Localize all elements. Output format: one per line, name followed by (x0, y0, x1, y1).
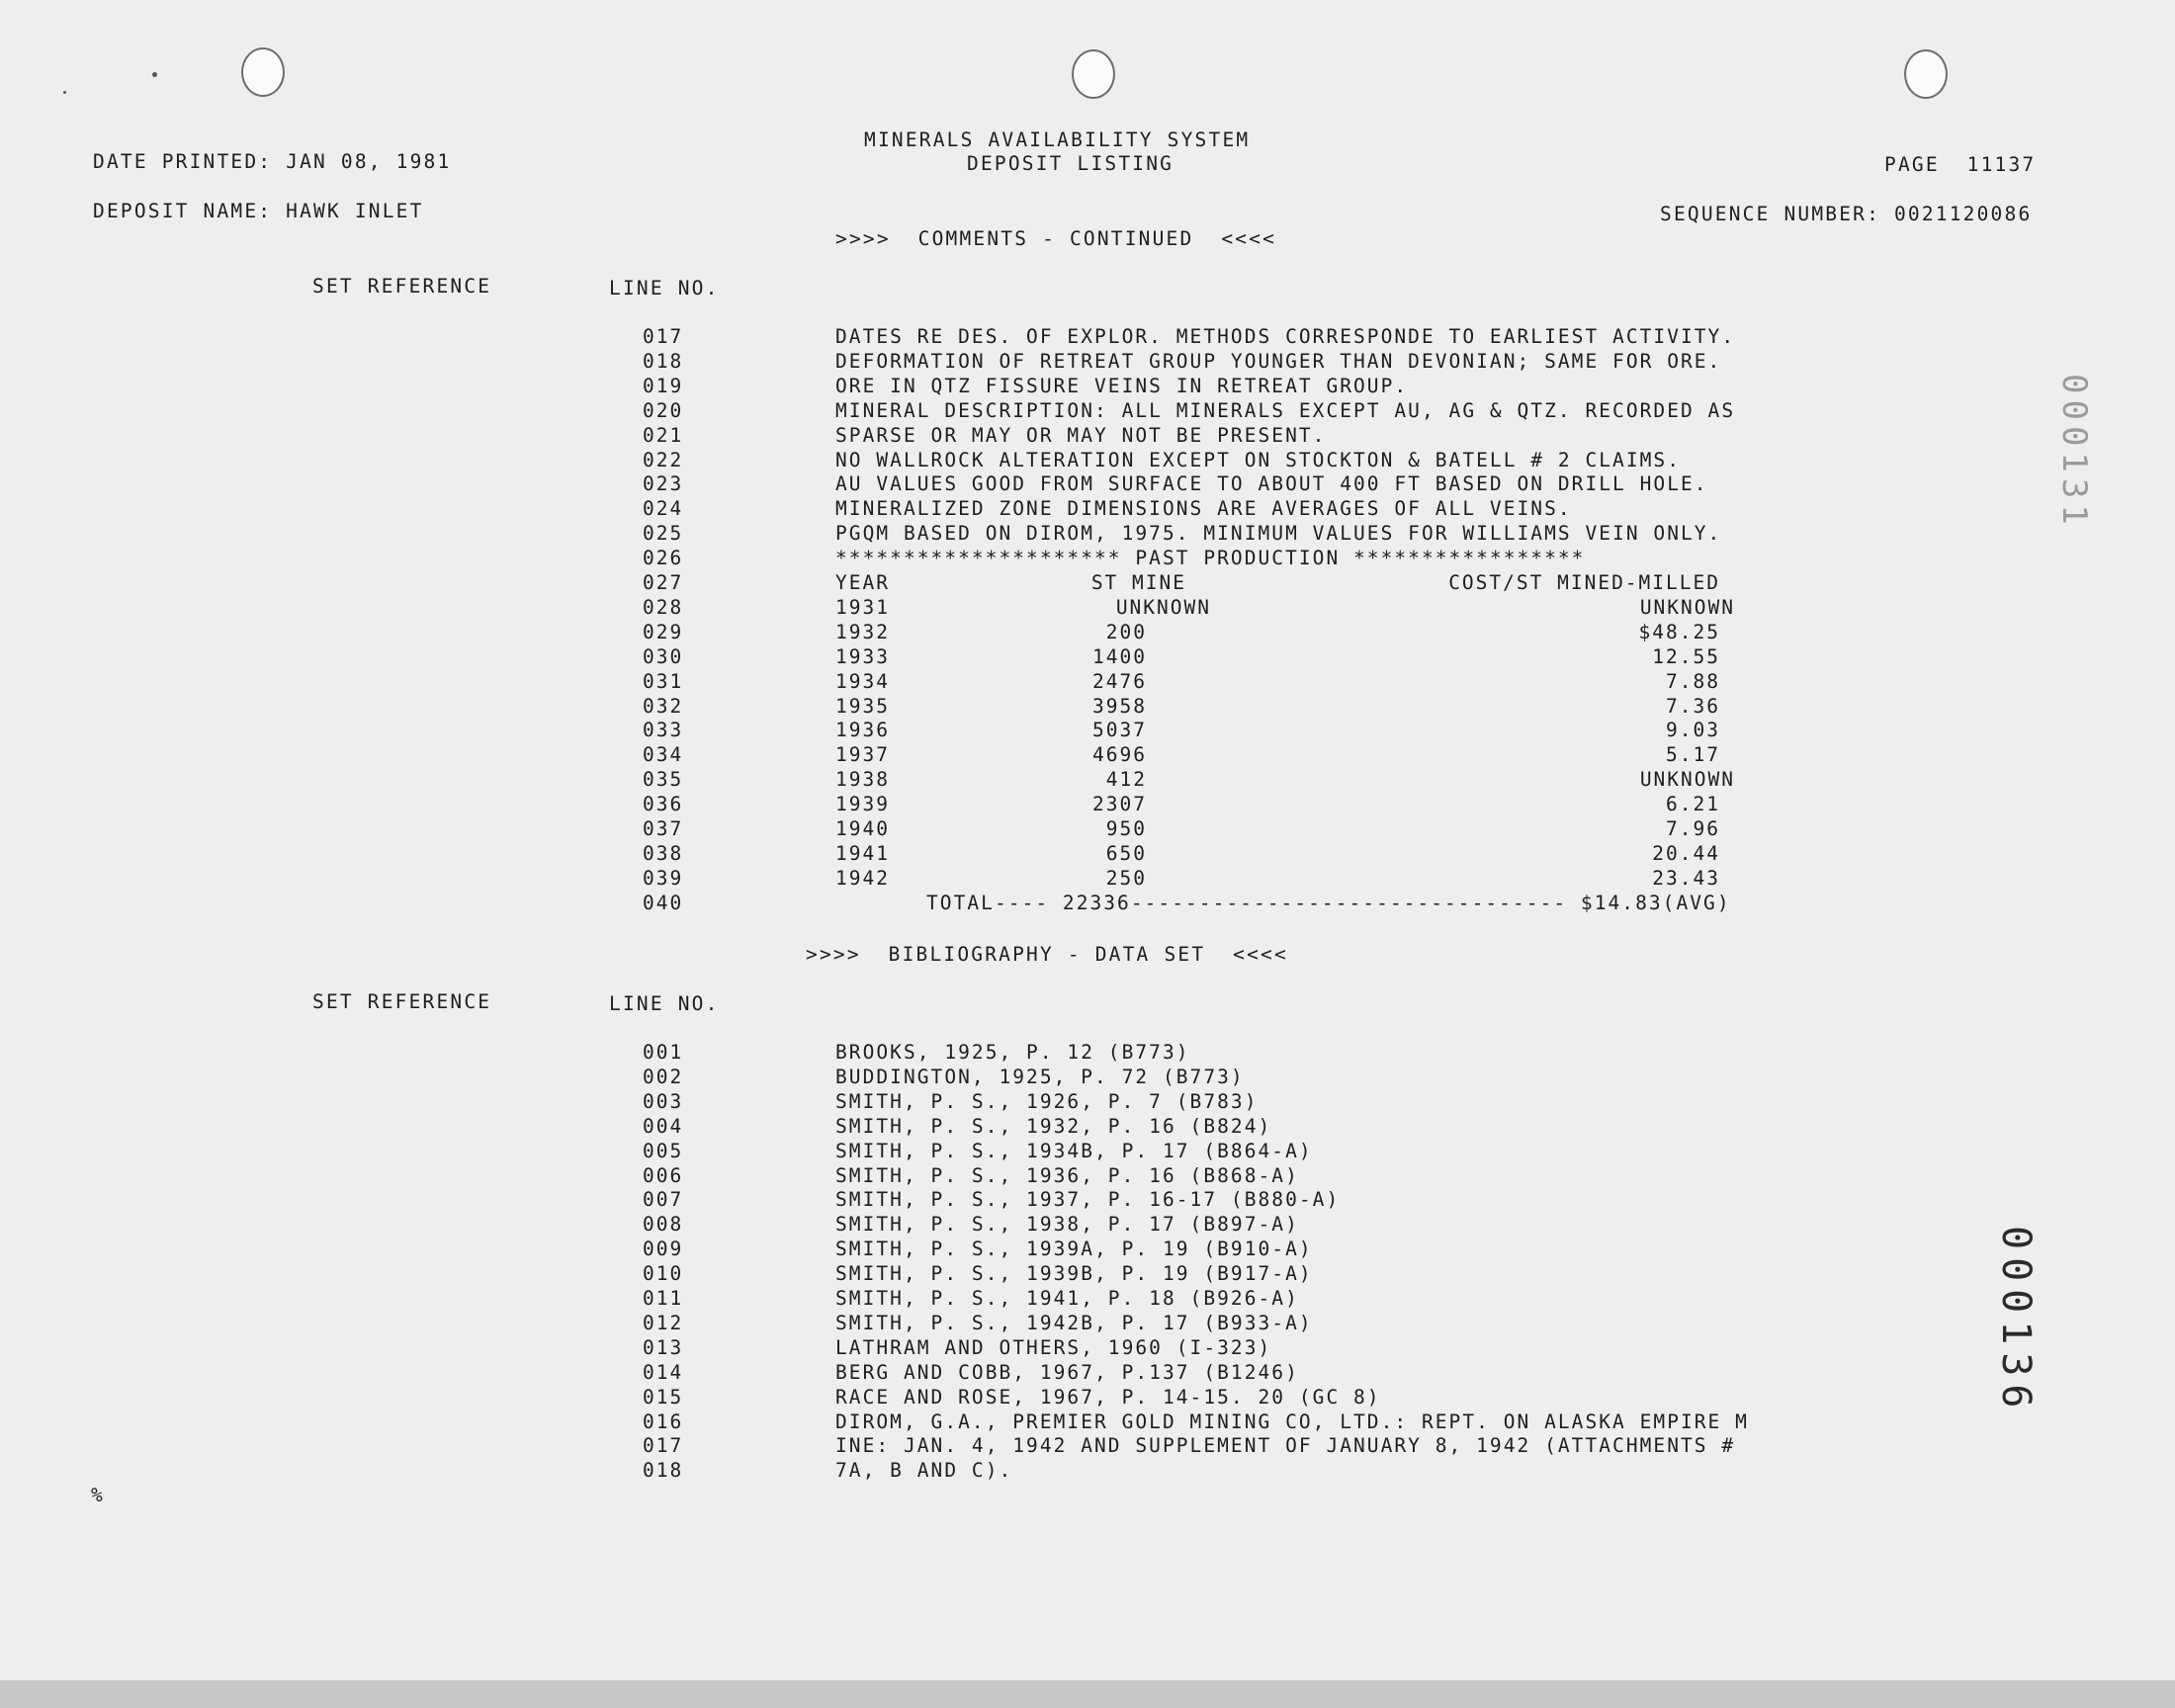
production-total: TOTAL---- 22336-------------------------------- $14.83(AVG) (926, 892, 1731, 914)
line-number: 018 (643, 350, 684, 373)
line-number: 039 (643, 867, 684, 890)
comment-text: MINERAL DESCRIPTION: ALL MINERALS EXCEPT AU, AG & QTZ. RECORDED AS (835, 399, 1736, 422)
comment-text: ********************* PAST PRODUCTION ***************** (835, 547, 1586, 569)
bibliography-entry: SMITH, P. S., 1939B, P. 19 (B917-A) (835, 1262, 1313, 1285)
line-number: 028 (643, 596, 684, 619)
footer-mark: % (91, 1484, 105, 1506)
production-year: 1938 (835, 768, 890, 791)
line-number: 024 (643, 497, 684, 520)
bibliography-entry: BROOKS, 1925, P. 12 (B773) (835, 1041, 1190, 1064)
production-tons: 4696 (1092, 743, 1147, 766)
production-tons: 950 (1105, 817, 1147, 840)
line-number: 007 (643, 1188, 684, 1211)
line-number: 006 (643, 1164, 684, 1187)
line-no-label: LINE NO. (609, 992, 720, 1015)
line-number: 032 (643, 695, 684, 718)
line-number: 017 (643, 325, 684, 348)
line-number: 005 (643, 1140, 684, 1162)
scan-bottom-edge (0, 1680, 2175, 1708)
line-number: 011 (643, 1287, 684, 1310)
production-cost: 7.36 (1666, 695, 1720, 718)
bibliography-entry: SMITH, P. S., 1934B, P. 17 (B864-A) (835, 1140, 1313, 1162)
bibliography-entry: INE: JAN. 4, 1942 AND SUPPLEMENT OF JANUARY 8, 1942 (ATTACHMENTS # (835, 1434, 1736, 1457)
production-cost: 6.21 (1666, 793, 1720, 815)
listing-title: DEPOSIT LISTING (967, 152, 1174, 175)
comment-text: AU VALUES GOOD FROM SURFACE TO ABOUT 400 FT BASED ON DRILL HOLE. (835, 472, 1708, 495)
line-number: 012 (643, 1312, 684, 1334)
production-tons: UNKNOWN (1115, 596, 1211, 619)
comment-text: DEFORMATION OF RETREAT GROUP YOUNGER THAN DEVONIAN; SAME FOR ORE. (835, 350, 1722, 373)
production-cost: 7.88 (1666, 670, 1720, 693)
page-number: PAGE 11137 (1884, 153, 2037, 176)
line-number: 021 (643, 424, 684, 447)
comments-section-title: >>>> COMMENTS - CONTINUED <<<< (835, 227, 1277, 250)
line-number: 034 (643, 743, 684, 766)
production-year: 1932 (835, 621, 890, 643)
production-cost: 23.43 (1652, 867, 1720, 890)
line-number: 030 (643, 645, 684, 668)
line-number: 020 (643, 399, 684, 422)
bibliography-entry: SMITH, P. S., 1936, P. 16 (B868-A) (835, 1164, 1299, 1187)
speck (152, 72, 157, 77)
bibliography-entry: SMITH, P. S., 1937, P. 16-17 (B880-A) (835, 1188, 1341, 1211)
date-printed: DATE PRINTED: JAN 08, 1981 (93, 150, 452, 173)
line-number: 035 (643, 768, 684, 791)
line-number: 019 (643, 375, 684, 397)
line-number: 040 (643, 892, 684, 914)
system-title: MINERALS AVAILABILITY SYSTEM (864, 128, 1251, 151)
production-tons: 5037 (1092, 719, 1147, 741)
line-number: 017 (643, 1434, 684, 1457)
line-number: 013 (643, 1336, 684, 1359)
line-number: 023 (643, 472, 684, 495)
set-reference-label: SET REFERENCE (312, 275, 492, 298)
production-year: 1931 (835, 596, 890, 619)
production-tons: 2476 (1092, 670, 1147, 693)
production-year: 1939 (835, 793, 890, 815)
production-tons: 650 (1105, 842, 1147, 865)
stamp-number: 000136 (1993, 1226, 2039, 1416)
bibliography-section-title: >>>> BIBLIOGRAPHY - DATA SET <<<< (806, 943, 1288, 966)
line-no-label: LINE NO. (609, 277, 720, 299)
set-reference-label: SET REFERENCE (312, 990, 492, 1013)
line-number: 016 (643, 1410, 684, 1433)
bibliography-entry: LATHRAM AND OTHERS, 1960 (I-323) (835, 1336, 1272, 1359)
line-number: 003 (643, 1090, 684, 1113)
comment-text: DATES RE DES. OF EXPLOR. METHODS CORRESPONDE TO EARLIEST ACTIVITY. (835, 325, 1736, 348)
punch-hole-left (241, 47, 285, 97)
st-mine-column-header: ST MINE (1090, 571, 1186, 594)
comment-text: NO WALLROCK ALTERATION EXCEPT ON STOCKTON & BATELL # 2 CLAIMS. (835, 449, 1681, 471)
bibliography-entry: 7A, B AND C). (835, 1459, 1013, 1482)
line-number: 036 (643, 793, 684, 815)
bibliography-entry: BUDDINGTON, 1925, P. 72 (B773) (835, 1066, 1245, 1088)
production-year: 1933 (835, 645, 890, 668)
line-number: 026 (643, 547, 684, 569)
bibliography-entry: DIROM, G.A., PREMIER GOLD MINING CO, LTD.: REPT. ON ALASKA EMPIRE M (835, 1410, 1749, 1433)
production-tons: 1400 (1092, 645, 1147, 668)
bibliography-entry: SMITH, P. S., 1926, P. 7 (B783) (835, 1090, 1259, 1113)
line-number: 037 (643, 817, 684, 840)
line-number: 029 (643, 621, 684, 643)
bibliography-entry: SMITH, P. S., 1941, P. 18 (B926-A) (835, 1287, 1299, 1310)
line-number: 014 (643, 1361, 684, 1384)
line-number: 015 (643, 1386, 684, 1409)
production-tons: 2307 (1092, 793, 1147, 815)
comment-text: ORE IN QTZ FISSURE VEINS IN RETREAT GROUP. (835, 375, 1409, 397)
production-year: 1937 (835, 743, 890, 766)
production-year: 1935 (835, 695, 890, 718)
production-cost: 9.03 (1666, 719, 1720, 741)
production-year: 1941 (835, 842, 890, 865)
production-year: 1940 (835, 817, 890, 840)
line-number: 038 (643, 842, 684, 865)
year-column-header: YEAR (835, 571, 890, 594)
line-number: 008 (643, 1213, 684, 1236)
bibliography-entry: RACE AND ROSE, 1967, P. 14-15. 20 (GC 8) (835, 1386, 1381, 1409)
comment-text: PGQM BASED ON DIROM, 1975. MINIMUM VALUES FOR WILLIAMS VEIN ONLY. (835, 522, 1722, 545)
bibliography-entry: SMITH, P. S., 1942B, P. 17 (B933-A) (835, 1312, 1313, 1334)
production-tons: 250 (1105, 867, 1147, 890)
punch-hole-right (1904, 49, 1948, 99)
line-number: 001 (643, 1041, 684, 1064)
cost-column-header: COST/ST MINED-MILLED (1448, 571, 1720, 594)
production-cost: 5.17 (1666, 743, 1720, 766)
bibliography-entry: SMITH, P. S., 1932, P. 16 (B824) (835, 1115, 1272, 1138)
production-tons: 200 (1105, 621, 1147, 643)
production-tons: 412 (1105, 768, 1147, 791)
line-number: 002 (643, 1066, 684, 1088)
punch-hole-center (1072, 49, 1115, 99)
production-cost: 20.44 (1652, 842, 1720, 865)
production-year: 1942 (835, 867, 890, 890)
production-year: 1934 (835, 670, 890, 693)
speck (63, 91, 66, 94)
line-number: 010 (643, 1262, 684, 1285)
sequence-number: SEQUENCE NUMBER: 0021120086 (1660, 203, 2033, 225)
comment-text: SPARSE OR MAY OR MAY NOT BE PRESENT. (835, 424, 1327, 447)
deposit-name: DEPOSIT NAME: HAWK INLET (93, 200, 424, 222)
production-year: 1936 (835, 719, 890, 741)
production-cost: UNKNOWN (1639, 596, 1735, 619)
line-number: 022 (643, 449, 684, 471)
line-number: 004 (643, 1115, 684, 1138)
line-number: 025 (643, 522, 684, 545)
bibliography-entry: SMITH, P. S., 1939A, P. 19 (B910-A) (835, 1238, 1313, 1260)
line-number: 031 (643, 670, 684, 693)
production-cost: UNKNOWN (1639, 768, 1735, 791)
line-number: 033 (643, 719, 684, 741)
production-cost: $48.25 (1638, 621, 1720, 643)
production-cost: 7.96 (1666, 817, 1720, 840)
stamp-number-faint: 000131 (2054, 374, 2094, 531)
line-number: 018 (643, 1459, 684, 1482)
bibliography-entry: BERG AND COBB, 1967, P.137 (B1246) (835, 1361, 1299, 1384)
comment-text: MINERALIZED ZONE DIMENSIONS ARE AVERAGES OF ALL VEINS. (835, 497, 1572, 520)
line-number: 027 (643, 571, 684, 594)
bibliography-entry: SMITH, P. S., 1938, P. 17 (B897-A) (835, 1213, 1299, 1236)
production-cost: 12.55 (1652, 645, 1720, 668)
production-tons: 3958 (1092, 695, 1147, 718)
line-number: 009 (643, 1238, 684, 1260)
